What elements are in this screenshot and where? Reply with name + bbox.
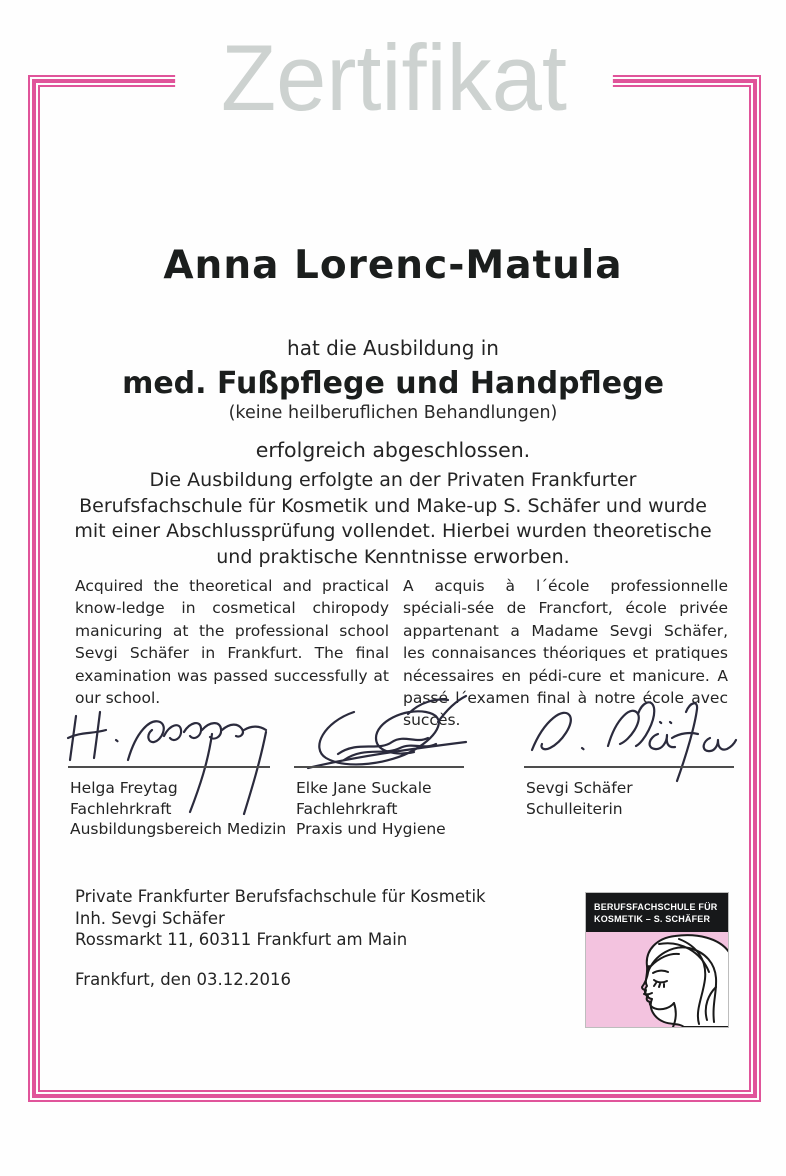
logo-text-line2: KOSMETIK – S. SCHÄFER <box>594 914 711 924</box>
signature-line <box>524 766 734 768</box>
description-french: A acquis à l´école professionnelle spéciali-sée de Francfort, école privée appartenant a Madame Sevgi Schäfer, les connaisances théoriques et pratiques nécessaires en pédi-cure et manicure. A passé l´examen final à notre école avec succès. <box>403 577 728 730</box>
signatory-name: Elke Jane Suckale <box>296 779 432 797</box>
issuer-owner: Inh. Sevgi Schäfer <box>75 908 225 928</box>
signatory-role: Schulleiterin <box>526 799 623 818</box>
signatory-role: Fachlehrkraft <box>296 799 398 818</box>
signatory-name: Helga Freytag <box>70 779 178 797</box>
school-logo-band <box>586 893 728 932</box>
recipient-name: Anna Lorenc-Matula <box>163 243 623 288</box>
certificate-title-text: Zertifikat <box>221 25 567 130</box>
issuer-block <box>75 886 486 951</box>
course-note: (keine heilberuflichen Behandlungen) <box>228 403 558 423</box>
logo-text-line1: BERUFSFACHSCHULE FÜR <box>594 902 718 912</box>
certificate-title <box>175 26 613 130</box>
course-title: med. Fußpflege und Handpflege <box>122 366 664 401</box>
description-german: Die Ausbildung erfolgte an der Privaten Frankfurter Berufsfachschule für Kosmetik und Make-up S. Schäfer und wurde mit einer Abschlussprüfung vollendet. Hierbei wurden theoretische und praktische Kenntnisse erworben. <box>74 469 712 568</box>
result-line: erfolgreich abgeschlossen. <box>255 438 531 462</box>
place-and-date: Frankfurt, den 03.12.2016 <box>75 970 292 989</box>
woman-profile-icon <box>628 932 728 1027</box>
signatory-role: Fachlehrkraft <box>70 799 172 818</box>
signatory-dept: Praxis und Hygiene <box>296 820 446 838</box>
description-english: Acquired the theoretical and practical know-ledge in cosmetical chiropody manicuring at the professional school Sevgi Schäfer in Frankfurt. The final examination was passed successfully at our school. <box>75 577 389 708</box>
school-logo <box>586 893 728 1027</box>
signatory-dept: Ausbildungsbereich Medizin <box>70 820 287 838</box>
signature-line <box>294 766 464 768</box>
school-logo-pink-panel <box>586 932 728 1027</box>
intro-line: hat die Ausbildung in <box>287 336 499 360</box>
signature-line <box>68 766 270 768</box>
issuer-school: Private Frankfurter Berufsfachschule für Kosmetik <box>75 887 486 906</box>
issuer-address: Rossmarkt 11, 60311 Frankfurt am Main <box>75 930 408 949</box>
signatory-name: Sevgi Schäfer <box>526 779 633 797</box>
